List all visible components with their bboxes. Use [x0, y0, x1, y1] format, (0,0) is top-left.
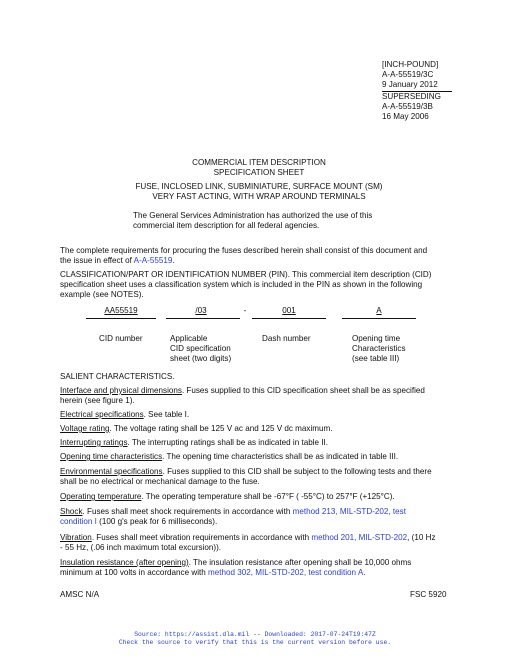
intro-line-2 [60, 256, 458, 266]
intro-line-1: The complete requirements for procuring the fuses described herein shall consist of this document and [60, 246, 428, 255]
document-number: A-A-55519/3C [382, 70, 434, 79]
pin-desc-opening-3: (see table III) [352, 354, 400, 363]
ins-line-1 [60, 558, 458, 568]
superseded-number: A-A-55519/3B [382, 102, 433, 111]
interface-line-2: herein (see figure 1). [60, 396, 135, 405]
interface-text: . Fuses supplied to this CID specification sheet shall be as specified [181, 386, 425, 395]
env-text: . Fuses supplied to this CID shall be subject to the following tests and there [162, 467, 432, 476]
gsa-line-2: commercial item description for all federal agencies. [133, 221, 320, 230]
shock-text: . Fuses shall meet shock requirements in accordance with [82, 507, 293, 516]
source-line-2: Check the source to verify that this is the current version before use. [118, 639, 392, 646]
pin-desc-sheet-2: CID specification [170, 344, 231, 353]
section-vibration [60, 533, 458, 553]
opening-heading: Opening time characteristics [60, 452, 163, 461]
shock-line-1 [60, 507, 458, 517]
classification-line-1: CLASSIFICATION/PART OR IDENTIFICATION NUMBER (PIN). This commercial item description (CID) [60, 270, 432, 279]
source-footer [0, 631, 510, 647]
title-line-2: SPECIFICATION SHEET [213, 168, 305, 177]
section-shock [60, 507, 458, 527]
classification-line-2: specification sheet uses a classification system which is included in the PIN as shown in the following [60, 280, 423, 289]
intro-end: . [172, 256, 175, 265]
pin-desc-opening-2: Characteristics [352, 344, 406, 353]
amsc-label: AMSC N/A [60, 590, 100, 599]
shock-line-2 [60, 517, 458, 527]
env-line-2: shall be no electrical or mechanical damage to the fuse. [60, 477, 260, 486]
electrical-heading: Electrical specifications [60, 410, 144, 419]
spec-link[interactable]: A-A-55519 [133, 256, 173, 265]
pin-desc-dash: Dash number [262, 334, 311, 343]
item-title-line-2: VERY FAST ACTING, WITH WRAP AROUND TERMINALS [152, 192, 366, 201]
pin-desc-opening [352, 334, 406, 364]
voltage-text: . The voltage rating shall be 125 V ac and 125 V dc maximum. [109, 424, 333, 433]
voltage-heading: Voltage rating [60, 424, 110, 433]
pin-line-1 [86, 318, 156, 319]
pin-line-4 [342, 318, 416, 319]
pin-line-2 [166, 318, 240, 319]
opening-text: . The opening time characteristics shall be as indicated in table III. [162, 452, 399, 461]
inch-pound-label: [INCH-POUND] [382, 60, 439, 69]
interface-heading: Interface and physical dimensions [60, 386, 182, 395]
ins-end: . [363, 568, 366, 577]
env-line-1 [60, 467, 458, 477]
vib-text-2: , (10 Hz [407, 533, 436, 542]
vib-line-1 [60, 533, 458, 543]
section-insulation [60, 558, 458, 578]
shock-text-2: (100 g's peak for 6 milliseconds). [96, 517, 218, 526]
pin-cid-number: AA55519 [104, 306, 138, 315]
interrupting-text: . The interrupting ratings shall be as indicated in table II. [127, 438, 329, 447]
ins-heading: Insulation resistance (after opening) [60, 558, 189, 567]
item-title [60, 182, 458, 202]
optemp-text: . The operating temperature shall be -67°F ( -55°C) to 257°F (+125°C). [141, 492, 395, 501]
classification-line-3: example (see NOTES). [60, 290, 144, 299]
env-heading: Environmental specifications [60, 467, 163, 476]
pin-dash-number: 001 [282, 306, 296, 315]
shock-condition-link[interactable]: condition I [60, 517, 97, 526]
document-date: 9 January 2012 [382, 80, 438, 89]
section-voltage [60, 424, 458, 434]
pin-desc-cid: CID number [99, 334, 143, 343]
pin-sheet-number: /03 [195, 306, 207, 315]
document-title [60, 158, 458, 178]
shock-heading: Shock [60, 507, 83, 516]
vib-heading: Vibration [60, 533, 92, 542]
fsc-label: FSC 5920 [410, 590, 447, 599]
document-id-block [382, 60, 462, 122]
source-line-1: Source: https://assist.dla.mil -- Downloaded: 2017-07-24T19:47Z [134, 631, 376, 638]
section-environmental [60, 467, 458, 487]
ins-text-2: minimum at 100 volts in accordance with [60, 568, 208, 577]
section-opening-time [60, 452, 458, 462]
interface-line-1 [60, 386, 458, 396]
pin-desc-opening-1: Opening time [352, 334, 401, 343]
ins-method-link[interactable]: method 302, MIL-STD-202, test condition A [208, 568, 364, 577]
gsa-authorization [133, 211, 433, 231]
vib-method-link[interactable]: method 201, MIL-STD-202 [311, 533, 408, 542]
classification-paragraph [60, 270, 458, 300]
intro-paragraph [60, 246, 458, 266]
ins-text: . The insulation resistance after opening shall be 10,000 ohms [188, 558, 412, 567]
vib-line-2: - 55 Hz, (.06 inch maximum total excursion)). [60, 543, 222, 552]
shock-method-link[interactable]: method 213, MIL-STD-202, test [292, 507, 406, 516]
pin-desc-sheet [170, 334, 231, 364]
pin-line-3 [252, 318, 326, 319]
pin-opening-time: A [376, 306, 382, 315]
optemp-heading: Operating temperature [60, 492, 142, 501]
pin-dash: - [243, 306, 247, 315]
superseding-label: SUPERSEDING [382, 92, 441, 101]
electrical-text: . See table I. [143, 410, 190, 419]
ins-line-2 [60, 568, 458, 578]
intro-text: the issue in effect of [60, 256, 134, 265]
pin-desc-sheet-3: sheet (two digits) [170, 354, 232, 363]
salient-heading: SALIENT CHARACTERISTICS. [60, 372, 175, 381]
item-title-line-1: FUSE, INCLOSED LINK, SUBMINIATURE, SURFACE MOUNT (SM) [135, 182, 383, 191]
section-interface [60, 386, 458, 406]
pin-desc-sheet-1: Applicable [170, 334, 208, 343]
title-line-1: COMMERCIAL ITEM DESCRIPTION [192, 158, 326, 167]
superseded-date: 16 May 2006 [382, 112, 429, 121]
interrupting-heading: Interrupting ratings [60, 438, 128, 447]
vib-text: . Fuses shall meet vibration requirements in accordance with [91, 533, 312, 542]
gsa-line-1: The General Services Administration has authorized the use of this [133, 211, 373, 220]
section-operating-temp [60, 492, 458, 502]
section-interrupting [60, 438, 458, 448]
section-electrical [60, 410, 458, 420]
